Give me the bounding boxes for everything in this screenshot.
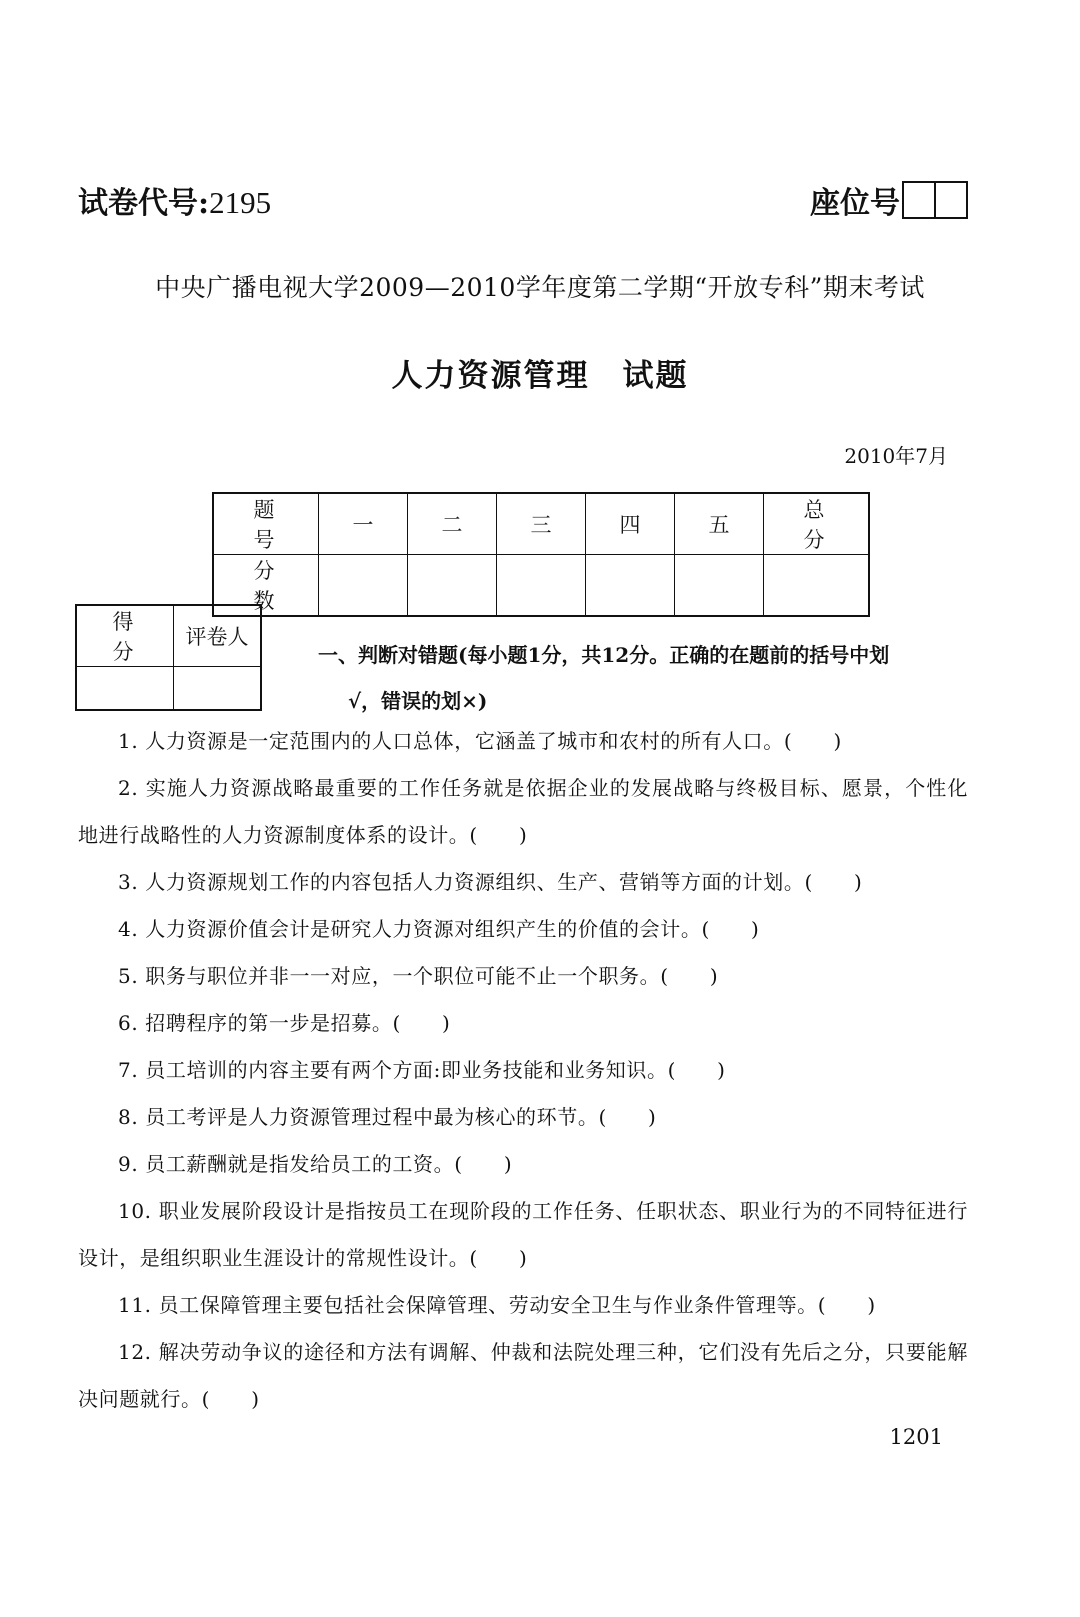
section-heading: [318, 632, 968, 724]
question-item: 7. 员工培训的内容主要有两个方面:即业务技能和业务知识。( ): [118, 1058, 726, 1082]
score-cell-header: 三: [497, 493, 586, 555]
grader-name-label: 评卷人: [174, 605, 262, 667]
exam-date: 2010年7月: [844, 444, 948, 468]
grader-score-cell[interactable]: [76, 667, 174, 711]
question-item: 8. 员工考评是人力资源管理过程中最为核心的环节。( ): [118, 1105, 657, 1129]
score-cell-header: 一: [319, 493, 408, 555]
seat-number: [810, 178, 968, 222]
score-cell-header: 四: [586, 493, 675, 555]
score-cell-value[interactable]: [586, 555, 675, 617]
section-title-line1: 一、判断对错题(每小题1分，共12分。正确的在题前的括号中划: [318, 643, 890, 667]
question-item: 1. 人力资源是一定范围内的人口总体，它涵盖了城市和农村的所有人口。( ): [118, 729, 842, 753]
exam-code: [78, 178, 271, 222]
seat-box-1[interactable]: [904, 183, 934, 217]
question-item: 12. 解决劳动争议的途径和方法有调解、仲裁和法院处理三种，它们没有先后之分，只要能解决问题就行。( ): [78, 1340, 968, 1411]
seat-box-2[interactable]: [934, 183, 966, 217]
question-item: 9. 员工薪酬就是指发给员工的工资。( ): [118, 1152, 513, 1176]
score-cell-label: 题 号: [213, 493, 319, 555]
seat-number-label: 座位号: [810, 186, 900, 221]
question-item: 6. 招聘程序的第一步是招募。( ): [118, 1011, 451, 1035]
score-table-value-row: [213, 555, 869, 617]
question-list: [78, 718, 968, 1423]
question-item: 11. 员工保障管理主要包括社会保障管理、劳动安全卫生与作业条件管理等。( ): [118, 1293, 876, 1317]
score-cell-label: 分 数: [213, 555, 319, 617]
subject-title: 人力资源管理 试题: [391, 358, 689, 394]
score-table: [212, 492, 886, 617]
grader-table-value-row: [76, 667, 261, 711]
score-cell-header: 二: [408, 493, 497, 555]
score-cell-value[interactable]: [497, 555, 586, 617]
score-cell-value[interactable]: [408, 555, 497, 617]
question-item: 2. 实施人力资源战略最重要的工作任务就是依据企业的发展战略与终极目标、愿景，个性化地进行战略性的人力资源制度体系的设计。( ): [78, 776, 968, 847]
score-cell-total: 总 分: [764, 493, 870, 555]
exam-code-value: 2195: [209, 185, 272, 220]
question-item: 10. 职业发展阶段设计是指按员工在现阶段的工作任务、任职状态、职业行为的不同特征进行设计，是组织职业生涯设计的常规性设计。( ): [78, 1199, 968, 1270]
question-item: 5. 职务与职位并非一一对应，一个职位可能不止一个职务。( ): [118, 964, 719, 988]
seat-number-boxes[interactable]: [902, 181, 968, 219]
grader-table: [75, 604, 262, 711]
exam-title: 中央广播电视大学2009—2010学年度第二学期“开放专科”期末考试: [155, 273, 925, 302]
score-table-header-row: [213, 493, 869, 555]
grader-score-label: 得 分: [76, 605, 174, 667]
score-cell-header: 五: [675, 493, 764, 555]
grader-table-header-row: [76, 605, 261, 667]
question-item: 4. 人力资源价值会计是研究人力资源对组织产生的价值的会计。( ): [118, 917, 760, 941]
question-item: 3. 人力资源规划工作的内容包括人力资源组织、生产、营销等方面的计划。( ): [118, 870, 863, 894]
page-number: 1201: [889, 1425, 943, 1449]
section-title-line2: √，错误的划×): [348, 689, 488, 713]
score-cell-value[interactable]: [675, 555, 764, 617]
score-cell-value[interactable]: [764, 555, 870, 617]
exam-code-label: 试卷代号:: [78, 186, 210, 221]
grader-name-cell[interactable]: [174, 667, 262, 711]
